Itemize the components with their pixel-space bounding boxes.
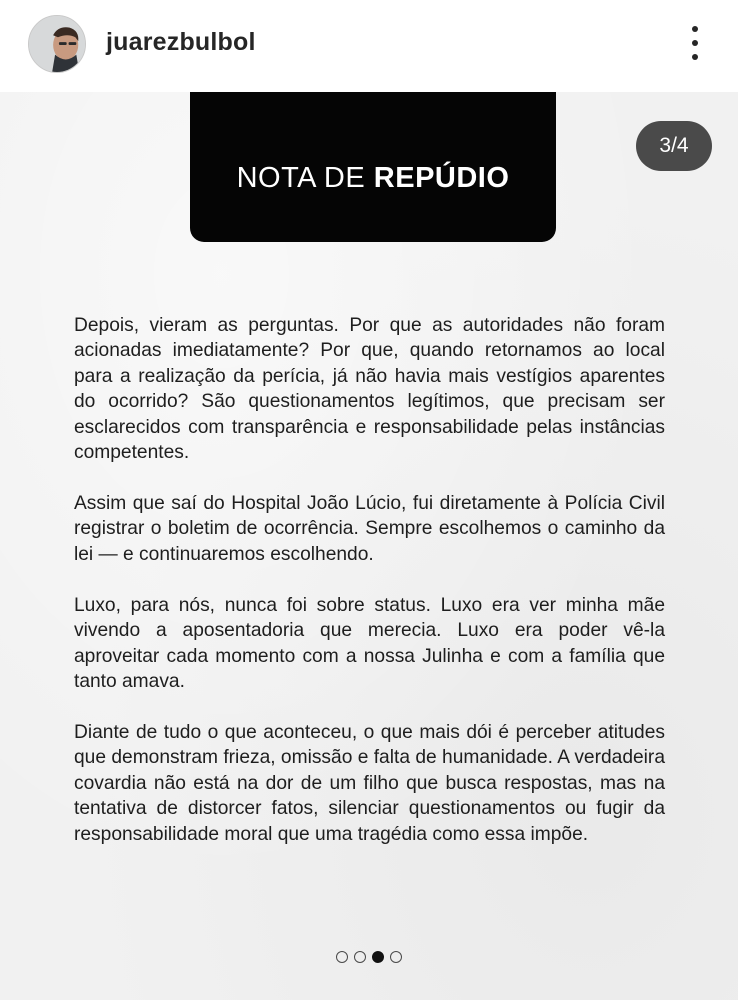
carousel-dot-1[interactable] xyxy=(336,951,348,963)
post-title xyxy=(237,162,510,195)
carousel-dot-3[interactable] xyxy=(372,951,384,963)
profile-picture-icon xyxy=(29,16,85,72)
carousel-dot-4[interactable] xyxy=(390,951,402,963)
paragraph: Diante de tudo o que aconteceu, o que mais dói é perceber atitudes que demonstram frieza, omissão e falta de humanidade. A verdadeira covardia não está na dor de um filho que busca respostas, mas na tentativa de distorcer fatos, silenciar questionamentos ou fugir da responsabilidade moral que uma tragédia como essa impõe. xyxy=(74,722,665,845)
post-image[interactable] xyxy=(0,92,738,1000)
username[interactable]: juarezbulbol xyxy=(106,28,256,56)
post-header xyxy=(0,0,738,92)
carousel-indicator xyxy=(0,951,738,965)
more-options-icon[interactable] xyxy=(682,26,708,60)
paragraph: Assim que saí do Hospital João Lúcio, fui diretamente à Polícia Civil registrar o boletim de ocorrência. Sempre escolhemos o caminho da lei — e continuaremos escolhendo. xyxy=(74,493,665,565)
avatar[interactable] xyxy=(28,15,86,73)
title-bold: REPÚDIO xyxy=(373,161,510,194)
title-light: NOTA DE xyxy=(236,161,374,194)
post-body xyxy=(74,313,665,873)
paragraph: Depois, vieram as perguntas. Por que as autoridades não foram acionadas imediatamente? Por que, quando retornamos ao local para a realização da perícia, já não havia mais vestígios aparentes do ocorrido? São questionamentos legítimos, que precisam ser esclarecidos com transparência e responsabilidade pelas instâncias competentes. xyxy=(74,315,665,464)
carousel-dot-2[interactable] xyxy=(354,951,366,963)
paragraph: Luxo, para nós, nunca foi sobre status. Luxo era ver minha mãe vivendo a aposentadoria que merecia. Luxo era poder vê-la aproveitar cada momento com a nossa Julinha e com a família que tanto amava. xyxy=(74,594,665,693)
title-banner xyxy=(190,92,556,242)
carousel-counter: 3/4 xyxy=(636,121,712,171)
